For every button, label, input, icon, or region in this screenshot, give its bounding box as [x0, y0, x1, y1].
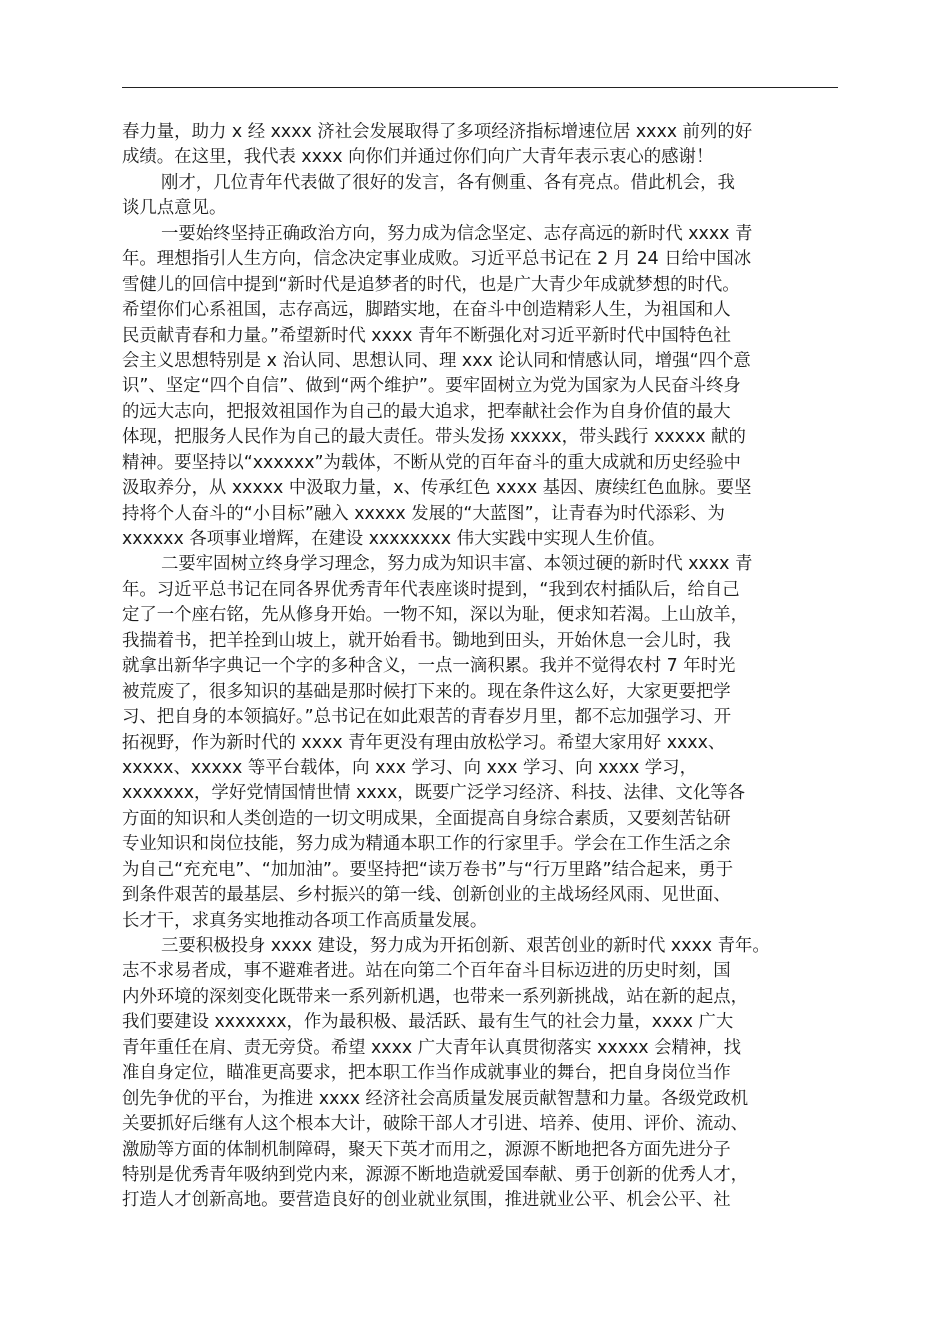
text-line: 的远大志向，把报效祖国作为自己的最大追求，把奉献社会作为自身价值的最大: [122, 401, 731, 422]
text-line: 长才干，求真务实地推动各项工作高质量发展。: [122, 910, 488, 931]
paragraph-first-line: 二要牢固树立终身学习理念，努力成为知识丰富、本领过硬的新时代 xxxx 青: [161, 554, 753, 575]
text-line: 定了一个座右铭，先从修身开始。一物不知，深以为耻，便求知若渴。上山放羊，: [122, 605, 749, 626]
text-line: 专业知识和岗位技能，努力成为精通本职工作的行家里手。学会在工作生活之余: [122, 834, 731, 855]
text-line: 打造人才创新高地。要营造良好的创业就业氛围，推进就业公平、机会公平、社: [122, 1190, 731, 1211]
text-line: 精神。要坚持以“xxxxxx”为载体，不断从党的百年奋斗的重大成就和历史经验中: [122, 452, 741, 473]
text-line: 成绩。在这里，我代表 xxxx 向你们并通过你们向广大青年表示衷心的感谢！: [122, 147, 714, 168]
text-line: 拓视野，作为新时代的 xxxx 青年更没有理由放松学习。希望大家用好 xxxx、: [122, 732, 726, 753]
text-line: 识”、坚定“四个自信”、做到“两个维护”。要牢固树立为党为国家为人民奋斗终身: [122, 376, 741, 397]
paragraph-first-line: 刚才，几位青年代表做了很好的发言，各有侧重、各有亮点。借此机会，我: [161, 172, 735, 193]
text-line: 内外环境的深刻变化既带来一系列新机遇，也带来一系列新挑战，站在新的起点，: [122, 986, 749, 1007]
text-line: 谈几点意见。: [122, 198, 227, 219]
text-line: 我揣着书，把羊拴到山坡上，就开始看书。锄地到田头，开始休息一会儿时，我: [122, 630, 731, 651]
text-line: 持将个人奋斗的“小目标”融入 xxxxx 发展的“大蓝图”，让青春为时代添彩、为: [122, 503, 725, 524]
text-line: 特别是优秀青年吸纳到党内来，源源不断地造就爱国奉献、勇于创新的优秀人才，: [122, 1164, 749, 1185]
text-line: 准自身定位，瞄准更高要求，把本职工作当作成就事业的舞台，把自身岗位当作: [122, 1063, 731, 1084]
text-line: 创先争优的平台，为推进 xxxx 经济社会高质量发展贡献智慧和力量。各级党政机: [122, 1088, 749, 1109]
text-line: 希望你们心系祖国，志存高远，脚踏实地，在奋斗中创造精彩人生，为祖国和人: [122, 300, 731, 321]
text-line: 为自己“充充电”、“加加油”。要坚持把“读万卷书”与“行万里路”结合起来，勇于: [122, 859, 734, 880]
text-line: 会主义思想特别是 x 治认同、思想认同、理 xxx 论认同和情感认同，增强“四个意: [122, 350, 751, 371]
text-line: 激励等方面的体制机制障碍，聚天下英才而用之，源源不断地把各方面先进分子: [122, 1139, 731, 1160]
text-line: 被荒废了，很多知识的基础是那时候打下来的。现在条件这么好，大家更要把学: [122, 681, 731, 702]
paragraph-first-line: 三要积极投身 xxxx 建设，努力成为开拓创新、艰苦创业的新时代 xxxx 青年。: [161, 936, 770, 956]
text-line: xxxxxxx，学好党情国情世情 xxxx，既要广泛学习经济、科技、法律、文化等各: [122, 783, 746, 804]
text-line: 年。习近平总书记在同各界优秀青年代表座谈时提到，“我到农村插队后，给自己: [122, 579, 740, 600]
text-line: 青年重任在肩、责无旁贷。希望 xxxx 广大青年认真贯彻落实 xxxxx 会精神，找: [122, 1037, 742, 1058]
document-body: [122, 120, 844, 1214]
text-line: 年。理想指引人生方向，信念决定事业成败。习近平总书记在 2 月 24 日给中国冰: [122, 249, 752, 270]
paragraph-first-line: 一要始终坚持正确政治方向，努力成为信念坚定、志存高远的新时代 xxxx 青: [161, 223, 753, 244]
text-line: 体现，把服务人民作为自己的最大责任。带头发扬 xxxxx，带头践行 xxxxx 献的: [122, 427, 746, 448]
text-line: xxxxx、xxxxx 等平台载体，向 xxx 学习、向 xxx 学习、向 xxxx 学习，: [122, 757, 697, 778]
text-line: 关要抓好后继有人这个根本大计，破除干部人才引进、培养、使用、评价、流动、: [122, 1114, 749, 1135]
text-line: 志不求易者成，事不避难者进。站在向第二个百年奋斗目标迈进的历史时刻，国: [122, 961, 731, 982]
text-line: 雪健儿的回信中提到“新时代是追梦者的时代，也是广大青少年成就梦想的时代。: [122, 274, 740, 295]
text-line: 就拿出新华字典记一个字的多种含义，一点一滴积累。我并不觉得农村 7 年时光: [122, 656, 736, 677]
text-line: 春力量，助力 x 经 xxxx 济社会发展取得了多项经济指标增速位居 xxxx 前列的好: [122, 122, 753, 142]
text-line: 习、把自身的本领搞好。”总书记在如此艰苦的青春岁月里，都不忘加强学习、开: [122, 707, 731, 728]
text-line: 汲取养分，从 xxxxx 中汲取力量，x、传承红色 xxxx 基因、赓续红色血脉。要坚: [122, 478, 752, 499]
text-line: 民贡献青春和力量。”希望新时代 xxxx 青年不断强化对习近平新时代中国特色社: [122, 325, 732, 346]
text-line: xxxxxx 各项事业增辉，在建设 xxxxxxxx 伟大实践中实现人生价值。: [122, 529, 666, 549]
text-line: 方面的知识和人类创造的一切文明成果，全面提高自身综合素质，又要刻苦钻研: [122, 808, 731, 829]
text-line: 我们要建设 xxxxxxx，作为最积极、最活跃、最有生气的社会力量，xxxx 广大: [122, 1012, 734, 1033]
text-line: 到条件艰苦的最基层、乡村振兴的第一线、创新创业的主战场经风雨、见世面、: [122, 885, 731, 906]
header-rule: [122, 87, 838, 88]
